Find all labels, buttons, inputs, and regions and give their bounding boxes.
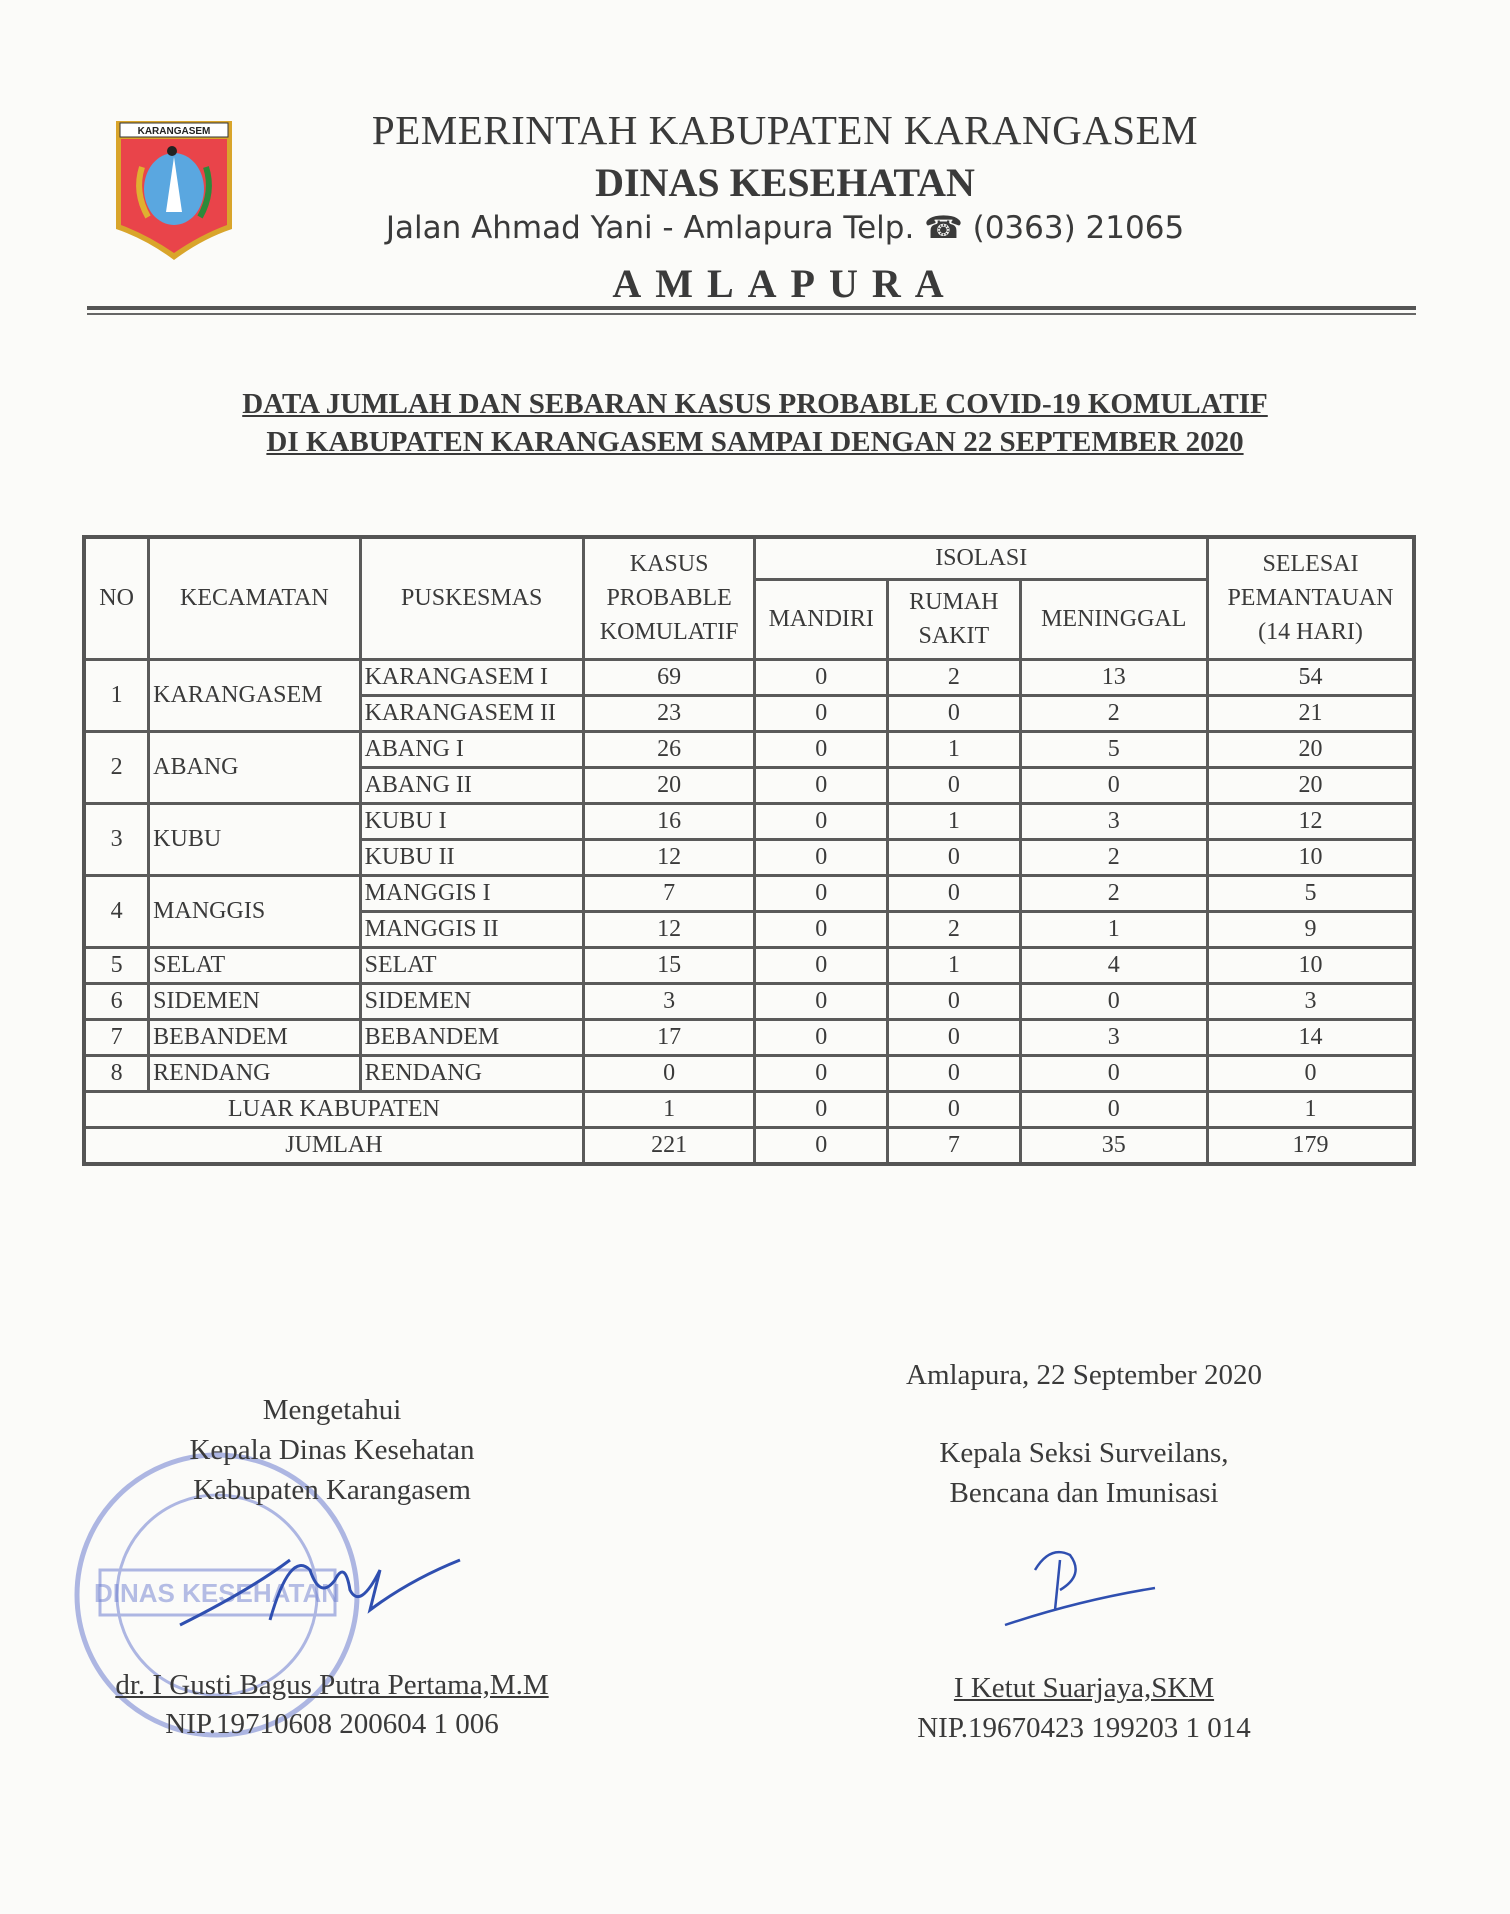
row-meninggal: 2 — [1020, 839, 1207, 875]
sig-left-line3: Kabupaten Karangasem — [193, 1474, 471, 1506]
header-no: NO — [84, 537, 149, 659]
jumlah-selesai: 179 — [1207, 1127, 1414, 1164]
row-meninggal: 0 — [1020, 767, 1207, 803]
table-row — [84, 983, 1414, 1019]
row-no: 1 — [84, 659, 149, 731]
header-meninggal: MENINGGAL — [1020, 579, 1207, 659]
divider — [87, 313, 1416, 315]
row-meninggal: 3 — [1020, 803, 1207, 839]
row-kecamatan: KUBU — [149, 803, 360, 875]
row-selesai: 21 — [1207, 695, 1414, 731]
sig-left-name: dr. I Gusti Bagus Putra Pertama,M.M — [115, 1669, 549, 1701]
row-puskesmas: SIDEMEN — [360, 983, 583, 1019]
row-puskesmas: KUBU II — [360, 839, 583, 875]
row-selesai: 10 — [1207, 839, 1414, 875]
header-isolasi: ISOLASI — [755, 537, 1208, 579]
signature-right — [990, 1530, 1170, 1640]
header-kecamatan: KECAMATAN — [149, 537, 360, 659]
letterhead-government: PEMERINTAH KABUPATEN KARANGASEM — [371, 107, 1199, 153]
row-kecamatan: RENDANG — [149, 1055, 360, 1091]
row-meninggal: 2 — [1020, 875, 1207, 911]
luar-row — [84, 1091, 1414, 1127]
header-selesai: SELESAI PEMANTAUAN (14 HARI) — [1207, 537, 1414, 659]
row-puskesmas: MANGGIS II — [360, 911, 583, 947]
row-selesai: 5 — [1207, 875, 1414, 911]
row-selesai: 20 — [1207, 731, 1414, 767]
row-puskesmas: BEBANDEM — [360, 1019, 583, 1055]
row-selesai: 3 — [1207, 983, 1414, 1019]
row-selesai: 9 — [1207, 911, 1414, 947]
row-kasus: 17 — [583, 1019, 755, 1055]
row-mandiri: 0 — [755, 803, 888, 839]
header-kasus: KASUS PROBABLE KOMULATIF — [583, 537, 755, 659]
row-rs: 0 — [888, 767, 1020, 803]
table-row — [84, 1055, 1414, 1091]
header-mandiri: MANDIRI — [755, 579, 888, 659]
row-kasus: 26 — [583, 731, 755, 767]
row-no: 2 — [84, 731, 149, 803]
row-rs: 0 — [888, 695, 1020, 731]
table-row — [84, 659, 1414, 695]
row-kecamatan: ABANG — [149, 731, 360, 803]
row-mandiri: 0 — [755, 659, 888, 695]
row-meninggal: 2 — [1020, 695, 1207, 731]
row-kasus: 20 — [583, 767, 755, 803]
sig-right-date: Amlapura, 22 September 2020 — [906, 1359, 1262, 1391]
row-mandiri: 0 — [755, 731, 888, 767]
covid-data-table — [82, 535, 1416, 1166]
sig-left-nip: NIP.19710608 200604 1 006 — [165, 1708, 499, 1740]
row-selesai: 10 — [1207, 947, 1414, 983]
letterhead-city: AMLAPURA — [612, 261, 958, 306]
jumlah-rs: 7 — [888, 1127, 1020, 1164]
row-puskesmas: KUBU I — [360, 803, 583, 839]
sig-right-nip: NIP.19670423 199203 1 014 — [917, 1712, 1251, 1744]
header-puskesmas: PUSKESMAS — [360, 537, 583, 659]
row-meninggal: 1 — [1020, 911, 1207, 947]
row-rs: 0 — [888, 1019, 1020, 1055]
divider — [87, 306, 1416, 310]
svg-text:KARANGASEM: KARANGASEM — [137, 126, 211, 137]
row-selesai: 0 — [1207, 1055, 1414, 1091]
row-selesai: 12 — [1207, 803, 1414, 839]
luar-mandiri: 0 — [755, 1091, 888, 1127]
jumlah-mandiri: 0 — [755, 1127, 888, 1164]
row-kecamatan: BEBANDEM — [149, 1019, 360, 1055]
row-rs: 1 — [888, 947, 1020, 983]
row-rs: 0 — [888, 839, 1020, 875]
table-row — [84, 875, 1414, 911]
luar-meninggal: 0 — [1020, 1091, 1207, 1127]
luar-selesai: 1 — [1207, 1091, 1414, 1127]
row-kasus: 7 — [583, 875, 755, 911]
table-row — [84, 803, 1414, 839]
row-puskesmas: ABANG I — [360, 731, 583, 767]
row-kecamatan: SELAT — [149, 947, 360, 983]
row-no: 3 — [84, 803, 149, 875]
row-mandiri: 0 — [755, 947, 888, 983]
row-puskesmas: MANGGIS I — [360, 875, 583, 911]
row-kecamatan: KARANGASEM — [149, 659, 360, 731]
row-puskesmas: RENDANG — [360, 1055, 583, 1091]
row-rs: 0 — [888, 1055, 1020, 1091]
document-title: DATA JUMLAH DAN SEBARAN KASUS PROBABLE COVID-19 KOMULATIF — [242, 388, 1268, 420]
row-mandiri: 0 — [755, 767, 888, 803]
row-meninggal: 0 — [1020, 983, 1207, 1019]
row-rs: 1 — [888, 731, 1020, 767]
row-puskesmas: KARANGASEM I — [360, 659, 583, 695]
row-no: 4 — [84, 875, 149, 947]
row-kecamatan: MANGGIS — [149, 875, 360, 947]
row-kasus: 69 — [583, 659, 755, 695]
row-mandiri: 0 — [755, 839, 888, 875]
row-kecamatan: SIDEMEN — [149, 983, 360, 1019]
sig-right-name: I Ketut Suarjaya,SKM — [953, 1672, 1215, 1704]
row-kasus: 12 — [583, 911, 755, 947]
row-no: 6 — [84, 983, 149, 1019]
table-row — [84, 947, 1414, 983]
row-selesai: 20 — [1207, 767, 1414, 803]
row-puskesmas: KARANGASEM II — [360, 695, 583, 731]
row-rs: 2 — [888, 659, 1020, 695]
row-puskesmas: SELAT — [360, 947, 583, 983]
table-row — [84, 731, 1414, 767]
row-meninggal: 3 — [1020, 1019, 1207, 1055]
row-kasus: 15 — [583, 947, 755, 983]
row-kasus: 3 — [583, 983, 755, 1019]
row-mandiri: 0 — [755, 695, 888, 731]
row-rs: 1 — [888, 803, 1020, 839]
row-selesai: 54 — [1207, 659, 1414, 695]
sig-left-line2: Kepala Dinas Kesehatan — [189, 1434, 475, 1466]
document-subtitle: DI KABUPATEN KARANGASEM SAMPAI DENGAN 22 SEPTEMBER 2020 — [266, 426, 1244, 458]
row-no: 7 — [84, 1019, 149, 1055]
row-kasus: 12 — [583, 839, 755, 875]
jumlah-kasus: 221 — [583, 1127, 755, 1164]
sig-left-line1: Mengetahui — [262, 1394, 402, 1426]
row-mandiri: 0 — [755, 1055, 888, 1091]
luar-label: LUAR KABUPATEN — [84, 1091, 583, 1127]
row-meninggal: 13 — [1020, 659, 1207, 695]
row-mandiri: 0 — [755, 983, 888, 1019]
signature-left — [170, 1530, 470, 1670]
row-meninggal: 0 — [1020, 1055, 1207, 1091]
row-puskesmas: ABANG II — [360, 767, 583, 803]
row-mandiri: 0 — [755, 911, 888, 947]
letterhead-address: Jalan Ahmad Yani - Amlapura Telp. ☎ (0363) 21065 — [385, 210, 1185, 246]
row-selesai: 14 — [1207, 1019, 1414, 1055]
jumlah-row — [84, 1127, 1414, 1164]
header-rumah-sakit: RUMAH SAKIT — [888, 579, 1020, 659]
luar-rs: 0 — [888, 1091, 1020, 1127]
sig-right-line1: Kepala Seksi Surveilans, — [939, 1437, 1229, 1469]
row-meninggal: 5 — [1020, 731, 1207, 767]
jumlah-label: JUMLAH — [84, 1127, 583, 1164]
row-mandiri: 0 — [755, 875, 888, 911]
row-rs: 2 — [888, 911, 1020, 947]
table-row — [84, 1019, 1414, 1055]
jumlah-meninggal: 35 — [1020, 1127, 1207, 1164]
sig-right-line2: Bencana dan Imunisasi — [949, 1477, 1219, 1509]
row-rs: 0 — [888, 983, 1020, 1019]
luar-kasus: 1 — [583, 1091, 755, 1127]
row-kasus: 23 — [583, 695, 755, 731]
row-mandiri: 0 — [755, 1019, 888, 1055]
row-no: 5 — [84, 947, 149, 983]
row-rs: 0 — [888, 875, 1020, 911]
svg-text:DINAS KESEHATAN: DINAS KESEHATAN — [93, 1578, 341, 1608]
row-meninggal: 4 — [1020, 947, 1207, 983]
row-kasus: 0 — [583, 1055, 755, 1091]
row-kasus: 16 — [583, 803, 755, 839]
letterhead-agency: DINAS KESEHATAN — [595, 160, 975, 205]
row-no: 8 — [84, 1055, 149, 1091]
